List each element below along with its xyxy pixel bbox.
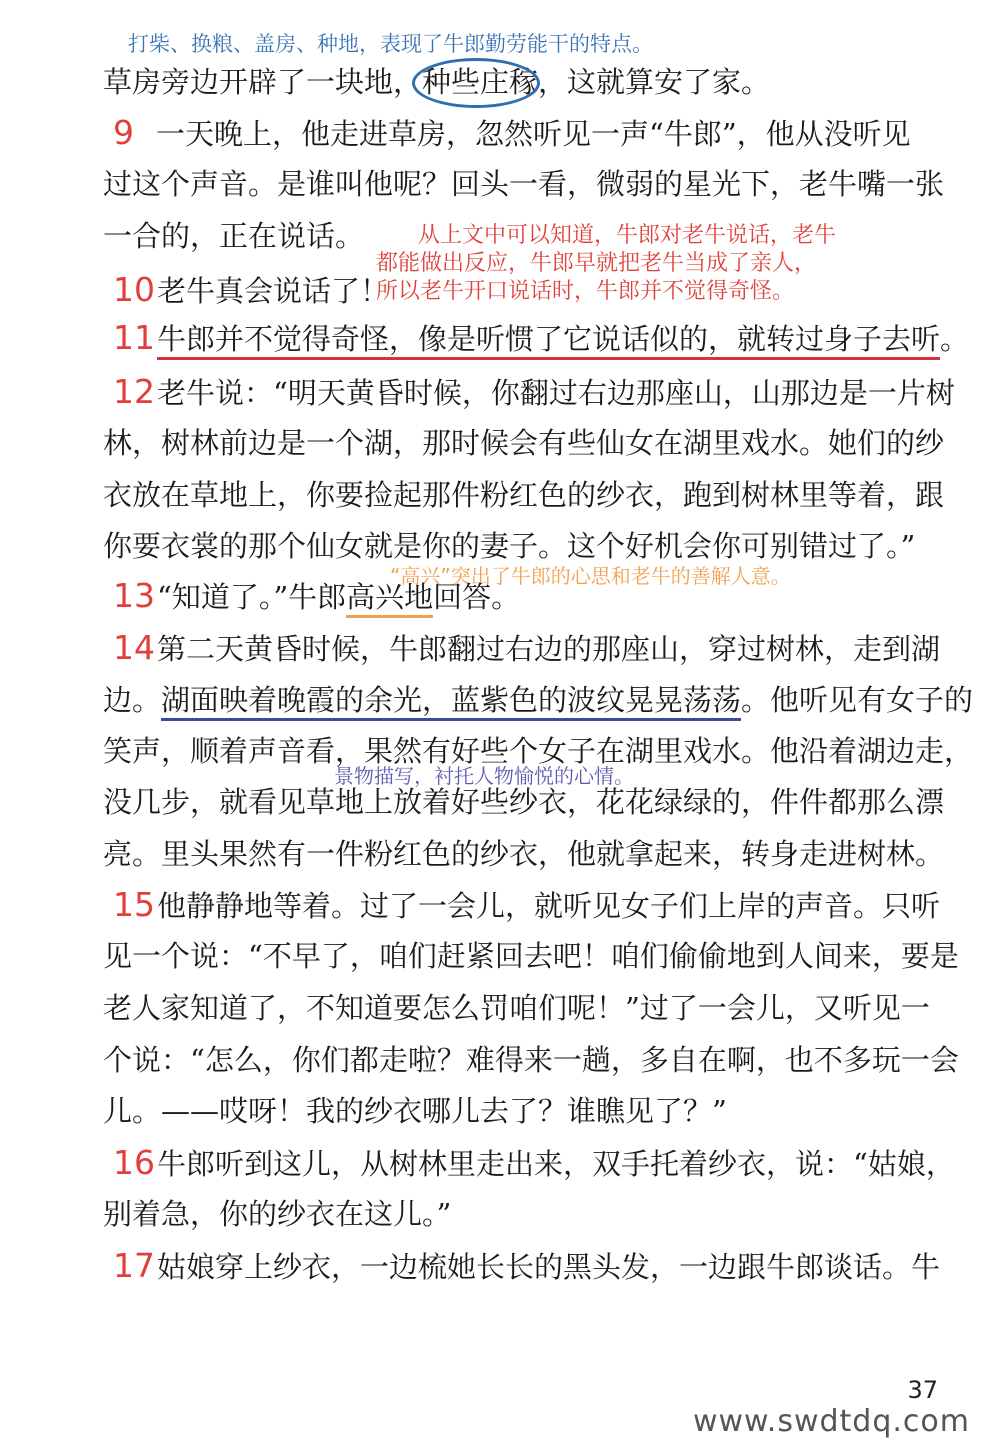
text-segment: 第二天黄昏时候，牛郎翻过右边的那座山，穿过树林，走到湖: [157, 632, 941, 666]
text-line: 一合的，正在说话。: [103, 219, 365, 253]
paragraph-9-line: [103, 115, 911, 151]
annotation-purple: 景物描写，衬托人物愉悦的心情。: [334, 764, 634, 788]
text-line: 见一个说：“不早了，咱们赶紧回去吧！咱们偷偷地到人间来，要是: [103, 939, 959, 973]
paragraph-17-line: [103, 1248, 940, 1284]
annotation-orange: “高兴”突出了牛郎的心思和老牛的善解人意。: [390, 564, 791, 588]
paragraph-number: 9: [113, 113, 134, 152]
annotation-red-line-3: 所以老牛开口说话时，牛郎并不觉得奇怪。: [376, 279, 795, 304]
text-line: 老人家知道了，不知道要怎么罚咱们呢！”过了一会儿，又听见一: [103, 991, 930, 1025]
text-line: 没几步，就看见草地上放着好些纱衣，花花绿绿的，件件都那么漂: [103, 785, 945, 819]
annotation-farming-note: 打柴、换粮、盖房、种地，表现了牛郎勤劳能干的特点。: [128, 32, 653, 56]
watermark: www.swdtdq.com: [692, 1404, 970, 1439]
paragraph-number: 16: [113, 1143, 155, 1182]
paragraph-number: 10: [113, 270, 155, 309]
paragraph-number: 12: [113, 372, 155, 411]
text-segment: 。他听见有女子的: [741, 683, 974, 717]
text-segment: 他静静地等着。过了一会儿，就听见女子们上岸的声音。只听: [157, 889, 941, 923]
circle-mark: [412, 58, 540, 108]
page-number: 37: [907, 1376, 938, 1404]
text-line: 别着急，你的纱衣在这儿。”: [103, 1197, 452, 1231]
text-segment: 。: [940, 322, 970, 356]
text-line: 过这个声音。是谁叫他呢？回头一看，微弱的星光下，老牛嘴一张: [103, 167, 945, 201]
paragraph-13-line: [103, 578, 520, 614]
annotation-red-line-1: 从上文中可以知道，牛郎对老牛说话，老牛: [418, 223, 837, 248]
text-line: [103, 682, 973, 718]
text-line: 个说：“怎么，你们都走啦？难得来一趟，多自在啊，也不多玩一会: [103, 1043, 959, 1077]
text-line: 笑声，顺着声音看，果然有好些个女子在湖里戏水。他沿着湖边走，: [103, 734, 974, 768]
text-line: 衣放在草地上，你要捡起那件粉红色的纱衣，跑到树林里等着，跟: [103, 478, 945, 512]
text-segment: 回答。: [433, 580, 521, 614]
text-line: 儿。——哎呀！我的纱衣哪儿去了？谁瞧见了？”: [103, 1094, 727, 1128]
paragraph-12-line: [103, 374, 955, 410]
text-line: 林，树林前边是一个湖，那时候会有些仙女在湖里戏水。她们的纱: [103, 426, 945, 460]
underlined-sentence: 牛郎并不觉得奇怪，像是听惯了它说话似的，就转过身子去听: [157, 322, 940, 360]
paragraph-number: 14: [113, 628, 155, 667]
text-segment: 牛郎听到这儿，从树林里走出来，双手托着纱衣，说：“姑娘，: [157, 1147, 955, 1181]
paragraph-number: 11: [113, 318, 155, 357]
text-segment: “知道了。”牛郎: [157, 580, 347, 614]
paragraph-number: 13: [113, 576, 155, 615]
text-segment: ，这就算安了家。: [538, 65, 771, 99]
paragraph-11-line: [103, 320, 969, 356]
paragraph-16-line: [103, 1145, 955, 1181]
text-line: 亮。里头果然有一件粉红色的纱衣，他就拿起来，转身走进树林。: [103, 837, 945, 871]
annotation-red-line-2: 都能做出反应，牛郎早就把老牛当成了亲人，: [376, 251, 817, 276]
circled-phrase: 种些庄稼: [422, 65, 539, 99]
paragraph-14-line: [103, 630, 940, 666]
paragraph-number: 17: [113, 1246, 155, 1285]
paragraph-10-line: [103, 272, 389, 308]
text-segment: 姑娘穿上纱衣，一边梳她长长的黑头发，一边跟牛郎谈话。牛: [157, 1250, 941, 1284]
underlined-sentence: 湖面映着晚霞的余光，蓝紫色的波纹晃晃荡荡: [161, 683, 741, 721]
paragraph-15-line: [103, 887, 940, 923]
text-segment: 一天晚上，他走进草房，忽然听见一声“牛郎”，他从没听见: [156, 117, 911, 151]
text-segment: 边。: [103, 683, 162, 717]
text-line: 你要衣裳的那个仙女就是你的妻子。这个好机会你可别错过了。”: [103, 529, 916, 563]
text-segment: 老牛说：“明天黄昏时候，你翻过右边那座山，山那边是一片树: [157, 376, 955, 410]
underlined-word: 高兴地: [346, 580, 433, 618]
text-segment: 老牛真会说话了！: [157, 274, 390, 308]
text-segment: 草房旁边开辟了一块地，: [103, 65, 423, 99]
paragraph-number: 15: [113, 885, 155, 924]
